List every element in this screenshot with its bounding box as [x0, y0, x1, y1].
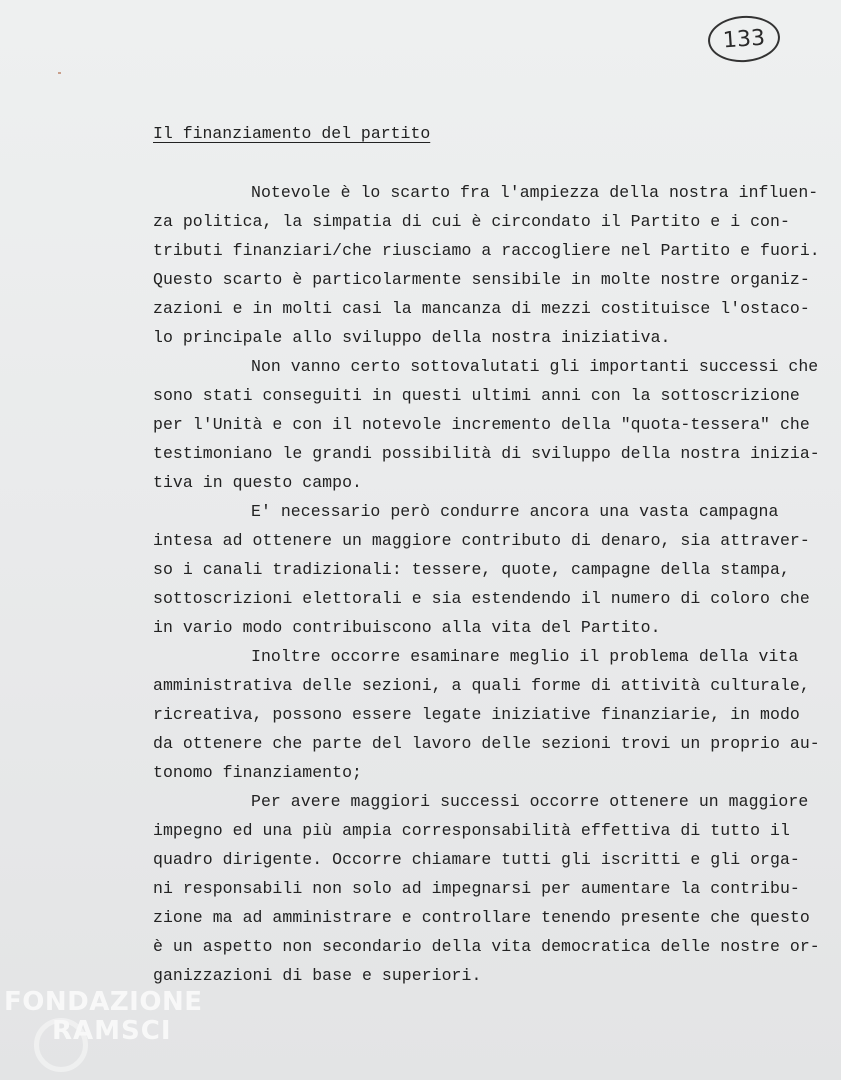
text-line: ricreativa, possono essere legate iniziative finanziarie, in modo: [153, 705, 800, 724]
text-line: tonomo finanziamento;: [153, 763, 362, 782]
text-line: amministrativa delle sezioni, a quali forme di attività culturale,: [153, 676, 810, 695]
text-line: intesa ad ottenere un maggiore contributo di denaro, sia attraver-: [153, 531, 810, 550]
document-body: [153, 178, 833, 990]
text-line: ganizzazioni di base e superiori.: [153, 966, 482, 985]
text-line: impegno ed una più ampia corresponsabilità effettiva di tutto il: [153, 821, 790, 840]
text-line: quadro dirigente. Occorre chiamare tutti gli iscritti e gli orga-: [153, 850, 800, 869]
text-line: Questo scarto è particolarmente sensibile in molte nostre organiz-: [153, 270, 810, 289]
text-line: lo principale allo sviluppo della nostra iniziativa.: [153, 328, 671, 347]
text-line: zazioni e in molti casi la mancanza di mezzi costituisce l'ostaco-: [153, 299, 810, 318]
text-line: sono stati conseguiti in questi ultimi anni con la sottoscrizione: [153, 386, 800, 405]
text-line: per l'Unità e con il notevole incremento della "quota-tessera" che: [153, 415, 810, 434]
text-line: in vario modo contribuiscono alla vita del Partito.: [153, 618, 661, 637]
page-number-stamp: [706, 14, 781, 65]
ink-speck: [58, 72, 61, 74]
text-line: ni responsabili non solo ad impegnarsi per aumentare la contribu-: [153, 879, 800, 898]
text-line: tiva in questo campo.: [153, 473, 362, 492]
text-line: Inoltre occorre esaminare meglio il problema della vita: [251, 647, 799, 666]
text-line: zione ma ad amministrare e controllare tenendo presente che questo: [153, 908, 810, 927]
text-line: tributi finanziari/che riusciamo a raccogliere nel Partito e fuori.: [153, 241, 820, 260]
text-line: Per avere maggiori successi occorre ottenere un maggiore: [251, 792, 809, 811]
page-number: 133: [722, 25, 766, 53]
text-line: è un aspetto non secondario della vita democratica delle nostre or-: [153, 937, 820, 956]
text-line: da ottenere che parte del lavoro delle sezioni trovi un proprio au-: [153, 734, 820, 753]
fondazione-gramsci-watermark: [4, 988, 214, 1068]
text-line: so i canali tradizionali: tessere, quote, campagne della stampa,: [153, 560, 790, 579]
watermark-line-1: FONDAZIONE: [4, 987, 203, 1017]
text-line: E' necessario però condurre ancora una vasta campagna: [251, 502, 779, 521]
gramsci-logo-icon: [34, 1018, 88, 1072]
text-line: testimoniano le grandi possibilità di sviluppo della nostra inizia-: [153, 444, 820, 463]
document-title: Il finanziamento del partito: [153, 124, 431, 143]
text-line: za politica, la simpatia di cui è circondato il Partito e i con-: [153, 212, 790, 231]
text-line: Non vanno certo sottovalutati gli importanti successi che: [251, 357, 819, 376]
watermark-line-2: RAMSCI: [52, 1016, 172, 1046]
text-line: Notevole è lo scarto fra l'ampiezza della nostra influen-: [251, 183, 819, 202]
text-line: sottoscrizioni elettorali e sia estendendo il numero di coloro che: [153, 589, 810, 608]
